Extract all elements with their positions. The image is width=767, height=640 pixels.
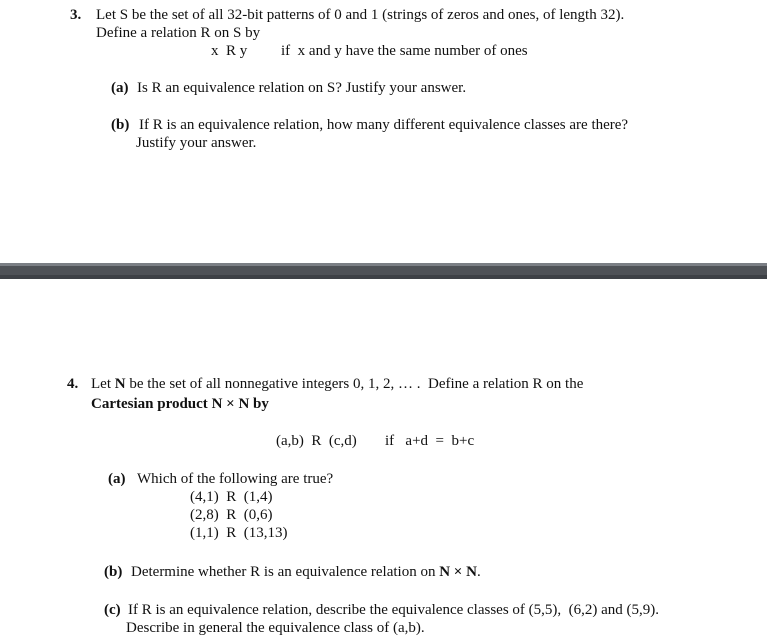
problem-4-part-b-text-post: . [476,564,481,580]
problem-4-number: 4. [67,376,79,392]
problem-4-relation-lhs: (a,b) R (c,d) [276,433,357,449]
problem-4-line-1-post: be the set of all nonnegative integers 0, 1, 2, … . Define a relation R on the [125,376,584,392]
problem-3-line-1: Let S be the set of all 32-bit patterns of 0 and 1 (strings of zeros and ones, of length 32). [96,7,625,23]
problem-4-part-a-item: (4,1) R (1,4) [190,489,273,505]
problem-4-part-b-text [131,563,481,581]
problem-3-part-a-text: Is R an equivalence relation on S? Justify your answer. [137,80,467,96]
problem-4-part-b-label: (b) [104,564,123,580]
problem-4-part-c-line-2: Describe in general the equivalence class of (a,b). [126,620,425,636]
problem-3-part-a-label: (a) [111,80,129,96]
document-page-1 [0,0,767,263]
problem-4-part-a-item: (2,8) R (0,6) [190,507,273,523]
problem-3-number: 3. [70,7,82,23]
problem-3-part-b-line-1: If R is an equivalence relation, how many different equivalence classes are there? [139,117,629,133]
problem-4-line-2-pre: Cartesian product [91,396,212,412]
problem-4-part-c-label: (c) [104,602,121,618]
problem-3-relation-rhs: if x and y have the same number of ones [281,43,528,59]
problem-3-part-b-line-2: Justify your answer. [136,135,257,151]
problem-4-part-a-item: (1,1) R (13,13) [190,525,288,541]
page-divider [0,263,767,279]
problem-4-line-1 [91,375,583,393]
problem-3-line-2: Define a relation R on S by [96,25,261,41]
problem-3-relation-lhs: x R y [211,43,248,59]
problem-4-cartesian-product: N × N by [211,396,269,412]
problem-4-line-1-pre: Let [91,376,115,392]
problem-4-relation-rhs: if a+d = b+c [385,433,475,449]
problem-4-part-b-set: N × N [439,564,477,580]
problem-4-part-b-text-pre: Determine whether R is an equivalence relation on [131,564,440,580]
document-page-2 [0,279,767,640]
problem-3-part-b-label: (b) [111,117,130,133]
problem-4-part-c-line-1: If R is an equivalence relation, describe the equivalence classes of (5,5), (6,2) and (5,9). [128,602,660,618]
problem-4-line-2 [91,395,269,413]
problem-4-part-a-text: Which of the following are true? [137,471,334,487]
problem-4-part-a-label: (a) [108,471,126,487]
problem-4-set-n: N [114,376,126,392]
